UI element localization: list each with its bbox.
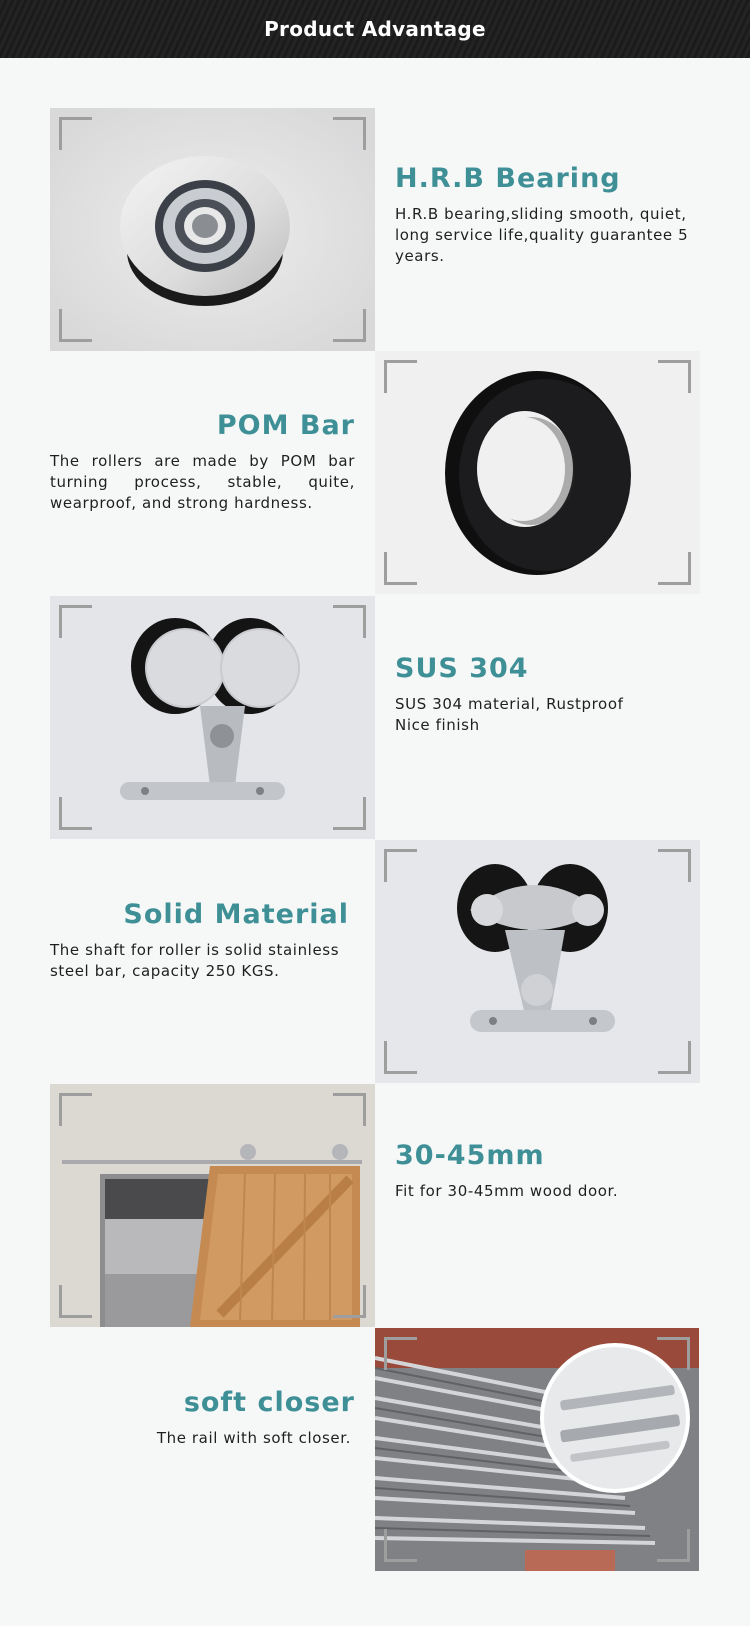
feature-title: soft closer	[183, 1387, 355, 1418]
frame-corner	[658, 849, 691, 882]
barn-door-photo	[50, 1084, 375, 1327]
feature-title: 30-45mm	[395, 1140, 545, 1171]
black-roller-photo	[375, 351, 700, 594]
feature-soft-closer	[50, 1387, 355, 1449]
roller-bracket-photo	[375, 840, 700, 1083]
feature-description: SUS 304 material, Rustproof Nice finish	[395, 695, 624, 734]
frame-corner	[384, 360, 417, 393]
feature-description: The rollers are made by POM bar turning process, stable, quite, wearproof, and strong hardness.	[50, 452, 355, 512]
frame-corner	[59, 605, 92, 638]
feature-description: The rail with soft closer.	[156, 1429, 351, 1447]
frame-corner	[333, 1093, 366, 1126]
frame-corner	[59, 1093, 92, 1126]
frame-corner	[59, 117, 92, 150]
frame-corner	[384, 849, 417, 882]
page-title: Product Advantage	[264, 17, 486, 41]
feature-title: SUS 304	[395, 653, 529, 684]
frame-corner	[657, 1337, 690, 1370]
feature-pom-bar	[50, 410, 355, 514]
frame-corner	[658, 552, 691, 585]
feature-description: H.R.B bearing,sliding smooth, quiet, long service life,quality guarantee 5 years.	[395, 205, 689, 265]
feature-sus-304	[395, 653, 700, 736]
frame-corner	[333, 605, 366, 638]
frame-corner	[384, 1337, 417, 1370]
frame-corner	[333, 1285, 366, 1318]
steel-rails-photo	[375, 1328, 699, 1571]
frame-corner	[658, 360, 691, 393]
frame-corner	[333, 797, 366, 830]
page-header	[0, 0, 750, 58]
feature-hrb-bearing	[395, 163, 700, 267]
feature-title: Solid Material	[123, 899, 349, 930]
feature-solid-material	[50, 899, 355, 982]
frame-corner	[333, 309, 366, 342]
frame-corner	[658, 1041, 691, 1074]
frame-corner	[384, 1041, 417, 1074]
feature-title: POM Bar	[216, 410, 355, 441]
frame-corner	[59, 1285, 92, 1318]
bearing-wheel-photo	[50, 108, 375, 351]
frame-corner	[59, 309, 92, 342]
frame-corner	[59, 797, 92, 830]
frame-corner	[333, 117, 366, 150]
feature-description: Fit for 30-45mm wood door.	[395, 1182, 619, 1200]
double-roller-hanger-photo	[50, 596, 375, 839]
feature-title: H.R.B Bearing	[395, 163, 621, 194]
frame-corner	[384, 552, 417, 585]
frame-corner	[384, 1529, 417, 1562]
feature-30-45mm	[395, 1140, 700, 1202]
frame-corner	[657, 1529, 690, 1562]
feature-description: The shaft for roller is solid stainless steel bar, capacity 250 KGS.	[50, 941, 340, 980]
